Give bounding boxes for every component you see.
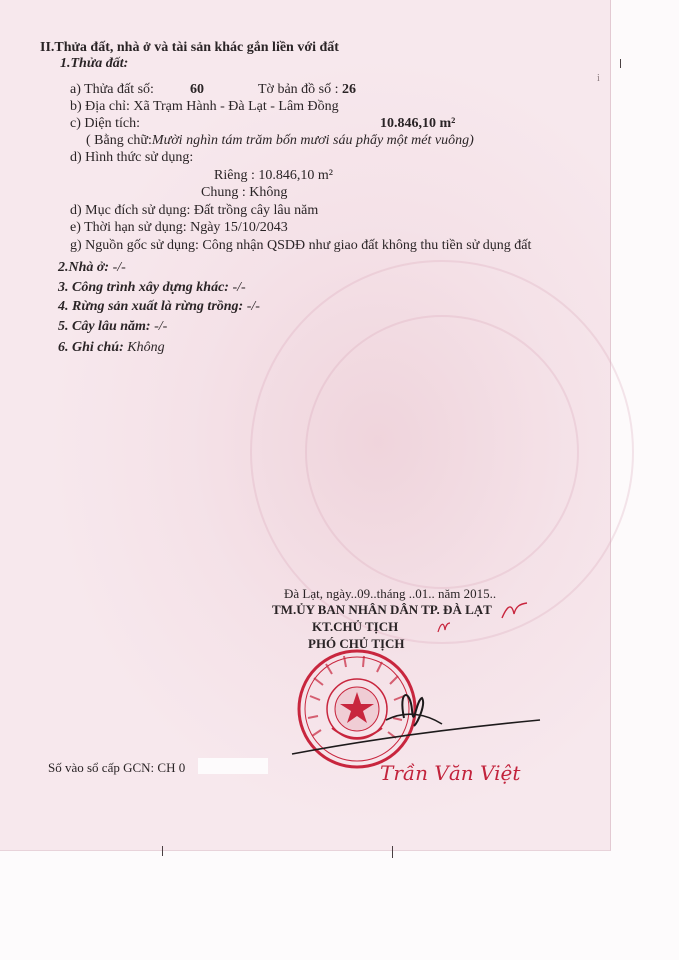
signer-title: PHÓ CHỦ TỊCH (308, 636, 405, 651)
issuing-authority: TM.ỦY BAN NHÂN DÂN TP. ĐÀ LẠT (272, 602, 492, 617)
margin-tick (620, 59, 621, 68)
perennial-label: 5. Cây lâu năm: (58, 319, 151, 334)
margin-tick (162, 846, 163, 856)
note-row (58, 340, 165, 356)
initials-mark-icon (500, 600, 530, 622)
redaction-block (198, 758, 268, 774)
parcel-number-value: 60 (190, 82, 204, 97)
house-value: -/- (109, 260, 126, 275)
parcel-address: b) Địa chỉ: Xã Trạm Hành - Đà Lạt - Lâm Đồng (70, 99, 339, 114)
initials-mark-small-icon (436, 620, 452, 634)
area-in-words (86, 133, 474, 149)
use-term: e) Thời hạn sử dụng: Ngày 15/10/2043 (70, 220, 288, 235)
construction-label: 3. Công trình xây dựng khác: (58, 280, 229, 295)
note-value: Không (123, 340, 165, 355)
perennial-row (58, 319, 167, 335)
section-heading: II.Thửa đất, nhà ở và tài sản khác gắn liền với đất (40, 40, 339, 55)
house-label: 2.Nhà ở: (58, 260, 110, 275)
parcel-number-label: a) Thửa đất số: (70, 82, 154, 97)
house-row (58, 260, 126, 276)
subsection-heading: 1.Thửa đất: (60, 56, 129, 71)
forest-label: 4. Rừng sản xuất là rừng trồng: (58, 299, 244, 314)
edge-mark: i (597, 73, 600, 84)
map-sheet-value: 26 (342, 82, 356, 97)
on-behalf-of: KT.CHỦ TỊCH (312, 619, 399, 634)
margin-tick (392, 846, 393, 858)
area-label: c) Diện tích: (70, 116, 140, 131)
forest-row (58, 299, 260, 315)
use-origin: g) Nguồn gốc sử dụng: Công nhận QSDĐ như giao đất không thu tiền sử dụng đất (70, 238, 532, 253)
page-bottom-margin (0, 850, 679, 960)
area-value: 10.846,10 m² (380, 116, 456, 131)
area-words-text: Mười nghìn tám trăm bốn mươi sáu phẩy một mét vuông) (151, 133, 474, 148)
construction-row (58, 280, 246, 296)
issue-date: Đà Lạt, ngày..09..tháng ..01.. năm 2015.. (284, 586, 497, 601)
area-words-prefix: ( Bằng chữ: (86, 133, 152, 148)
watermark-emblem-inner (305, 315, 579, 589)
use-form-private: Riêng : 10.846,10 m² (214, 168, 333, 183)
forest-value: -/- (243, 299, 260, 314)
use-purpose: d) Mục đích sử dụng: Đất trồng cây lâu năm (70, 203, 319, 218)
use-form-label: d) Hình thức sử dụng: (70, 150, 194, 165)
signer-name: Trần Văn Việt (380, 761, 521, 785)
registry-number: Số vào sổ cấp GCN: CH 0 (48, 760, 186, 775)
construction-value: -/- (228, 280, 246, 295)
map-sheet-label: Tờ bản đồ số : (258, 82, 339, 97)
use-form-shared: Chung : Không (201, 185, 288, 200)
signature-icon (286, 680, 546, 760)
perennial-value: -/- (150, 319, 168, 334)
note-label: 6. Ghi chú: (58, 340, 124, 355)
